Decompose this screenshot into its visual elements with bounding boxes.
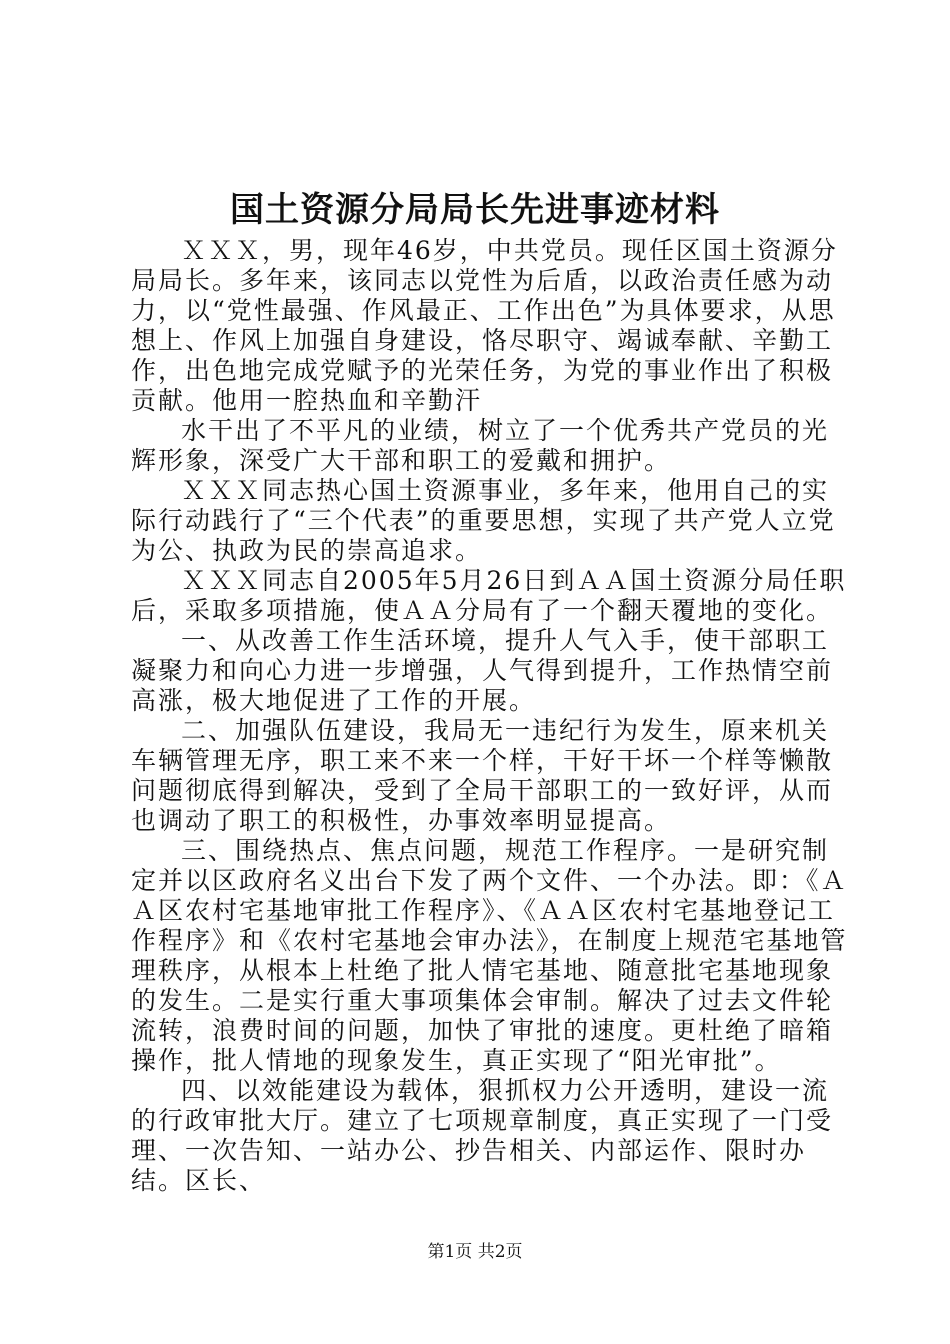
paragraph-8: 四、以效能建设为载体，狠抓权力公开透明，建设一流的行政审批大厅。建立了七项规章制度，真正实现了一门受理、一次告知、一站办公、抄告相关、内部运作、限时办结。区长、 xyxy=(131,1076,834,1195)
paragraph-3: ＸＸＸ同志热心国土资源事业，多年来，他用自己的实际行动践行了“三个代表”的重要思想，实现了共产党人立党为公、执政为民的崇高追求。 xyxy=(131,476,836,565)
paragraph-5: 一、从改善工作生活环境，提升人气入手，使干部职工凝聚力和向心力进一步增强，人气得到提升，工作热情空前高涨，极大地促进了工作的开展。 xyxy=(131,626,834,715)
paragraph-4: ＸＸＸ同志自2005年5月26日到ＡＡ国土资源分局任职后，采取多项措施，使ＡＡ分局有了一个翻天覆地的变化。 xyxy=(131,566,847,625)
paragraph-2: 水干出了不平凡的业绩，树立了一个优秀共产党员的光辉形象，深受广大干部和职工的爱戴和拥护。 xyxy=(131,416,830,475)
document-body xyxy=(131,236,849,1196)
page-footer: 第1页 共2页 xyxy=(427,1242,523,1262)
paragraph-7: 三、围绕热点、焦点问题，规范工作程序。一是研究制定并以区政府名义出台下发了两个文件、一个办法。即：《ＡＡ区农村宅基地审批工作程序》、《ＡＡ区农村宅基地登记工作程序》和《农村宅基地会审办法》，在制度上规范宅基地管理秩序，从根本上杜绝了批人情宅基地、随意批宅基地现象的发生。二是实行重大事项集体会审制。解决了过去文件轮流转，浪费时间的问题，加快了审批的速度。更杜绝了暗箱操作，批人情地的现象发生，真正实现了“阳光审批”。 xyxy=(131,836,848,1075)
document-title: 国土资源分局局长先进事迹材料 xyxy=(230,190,720,230)
paragraph-6: 二、加强队伍建设，我局无一违纪行为发生，原来机关车辆管理无序，职工来不来一个样，干好干坏一个样等懒散问题彻底得到解决，受到了全局干部职工的一致好评，从而也调动了职工的积极性，办事效率明显提高。 xyxy=(131,716,834,835)
paragraph-1: ＸＸＸ，男，现年46岁，中共党员。现任区国土资源分局局长。多年来，该同志以党性为后盾，以政治责任感为动力，以“党性最强、作风最正、工作出色”为具体要求，从思想上、作风上加强自身建设，恪尽职守、竭诚奉献、辛勤工作，出色地完成党赋予的光荣任务，为党的事业作出了积极贡献。他用一腔热血和辛勤汗 xyxy=(131,236,838,415)
